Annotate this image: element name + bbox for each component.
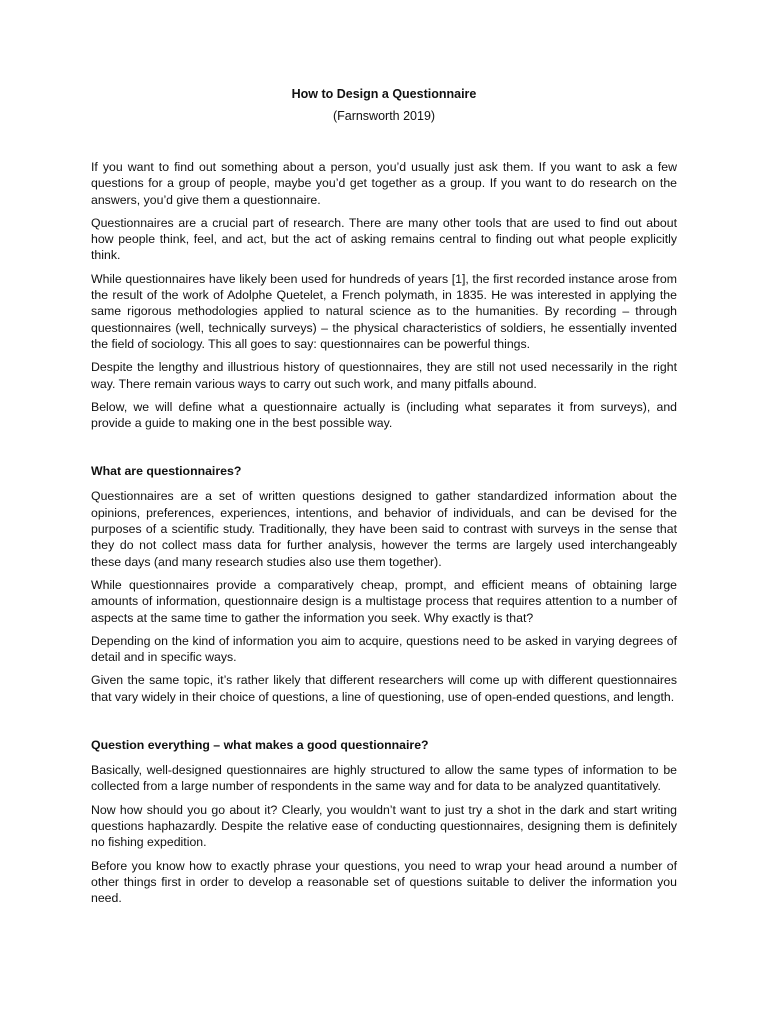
section-paragraph: Now how should you go about it? Clearly, you wouldn’t want to just try a shot in the dark and start writing questions haphazardly. Despite the relative ease of conducting questionnaires, designing them is definitely no fishing expedition. [91,802,677,850]
document-citation: (Farnsworth 2019) [332,109,436,123]
intro-paragraph: While questionnaires have likely been used for hundreds of years [1], the first recorded instance arose from the result of the work of Adolphe Quetelet, a French polymath, in 1835. He was interested in applying the same rigorous methodologies applied to natural science as to the humanities. By recording – through questionnaires (well, technically surveys) – the physical characteristics of soldiers, he essentially invented the field of sociology. This all goes to say: questionnaires can be powerful things. [91,271,677,351]
section-heading: What are questionnaires? [91,464,242,479]
section-paragraph: Depending on the kind of information you aim to acquire, questions need to be asked in varying degrees of detail and in specific ways. [91,633,677,665]
section-paragraph: While questionnaires provide a comparatively cheap, prompt, and efficient means of obtaining large amounts of information, questionnaire design is a multistage process that requires attention to a number of aspects at the same time to gather the information you seek. Why exactly is that? [91,577,677,625]
section-paragraph: Questionnaires are a set of written questions designed to gather standardized information about the opinions, preferences, experiences, intentions, and behavior of individuals, and can be devised for the purposes of a scientific study. Traditionally, they have been said to contrast with surveys in the sense that they do not collect mass data for further analysis, however the terms are largely used interchangeably these days (and many research studies also use them together). [91,489,677,569]
intro-paragraph: Below, we will define what a questionnaire actually is (including what separates it from surveys), and provide a guide to making one in the best possible way. [91,399,677,431]
document-title: How to Design a Questionnaire [291,87,477,101]
section-paragraph: Basically, well-designed questionnaires are highly structured to allow the same types of information to be collected from a large number of respondents in the same way and for data to be analyzed quantitatively. [91,763,677,794]
section-paragraph: Before you know how to exactly phrase your questions, you need to wrap your head around a number of other things first in order to develop a reasonable set of questions suitable to deliver the information you need. [91,858,677,906]
intro-paragraph: If you want to find out something about a person, you’d usually just ask them. If you want to ask a few questions for a group of people, maybe you’d get together as a group. If you want to do research on the answers, you’d give them a questionnaire. [91,160,677,207]
section-paragraph: Given the same topic, it’s rather likely that different researchers will come up with different questionnaires that vary widely in their choice of questions, a line of questioning, use of open-ended questions, and length. [91,673,677,704]
document-content [91,86,677,913]
section-heading: Question everything – what makes a good questionnaire? [91,738,429,753]
intro-paragraph: Questionnaires are a crucial part of research. There are many other tools that are used to find out about how people think, feel, and act, but the act of asking remains central to finding out what people explicitly think. [91,215,677,263]
intro-paragraph: Despite the lengthy and illustrious history of questionnaires, they are still not used necessarily in the right way. There remain various ways to carry out such work, and many pitfalls abound. [91,360,677,391]
